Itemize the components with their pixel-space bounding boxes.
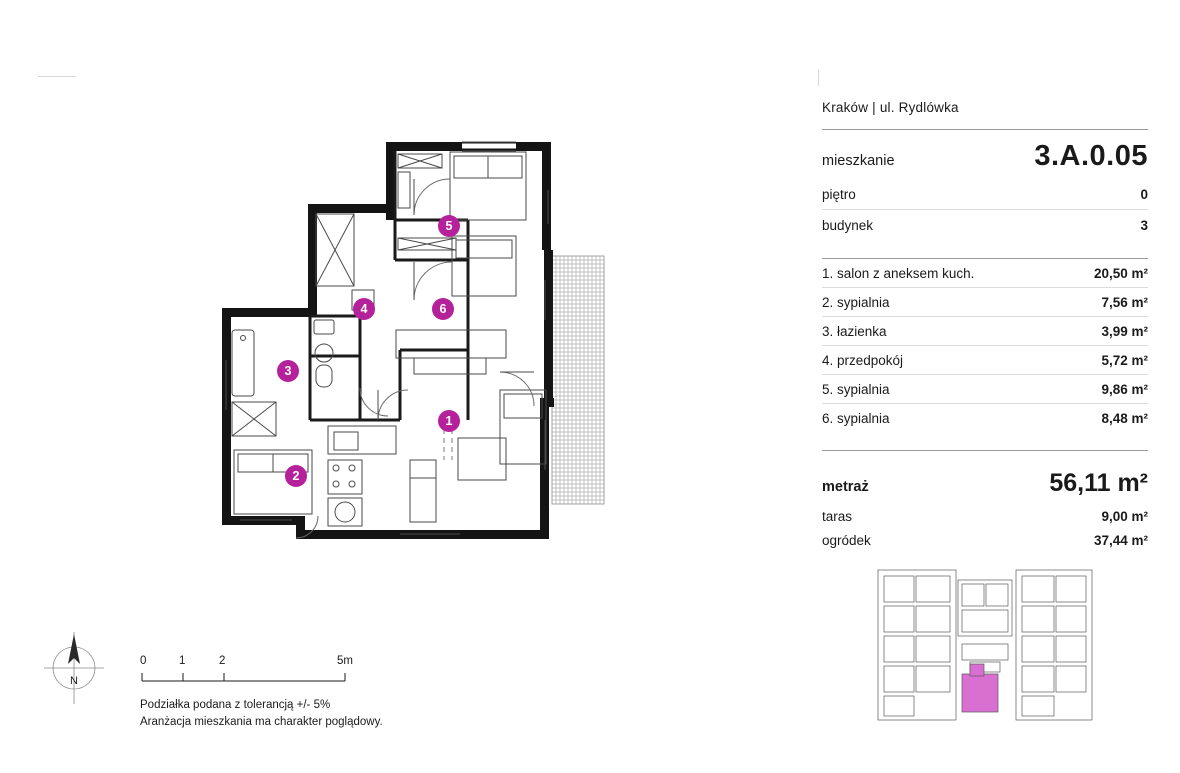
garden-label: ogródek: [822, 533, 871, 548]
scale-tick-labels: [140, 655, 430, 671]
terrace-label: taras: [822, 509, 853, 524]
room-marker-6: 6: [432, 298, 454, 320]
meta-label-floor: piętro: [822, 187, 856, 202]
room-label-3: 3. łazienka: [822, 324, 887, 339]
total-area-row: [822, 455, 1148, 504]
total-area-label: metraż: [822, 479, 869, 495]
room-area-5: 9,86 m²: [1101, 382, 1148, 397]
room-label-1: 1. salon z aneksem kuch.: [822, 266, 975, 281]
room-label-2: 2. sypialnia: [822, 295, 890, 310]
apartment-number: 3.A.0.05: [1034, 140, 1148, 172]
apartment-meta: [822, 179, 1148, 240]
terrace-hatch: [552, 256, 604, 504]
compass-rose: [38, 628, 110, 708]
meta-value-floor: 0: [1140, 187, 1148, 202]
meta-row-building: [822, 209, 1148, 240]
room-marker-3: 3: [277, 360, 299, 382]
room-area-3: 3,99 m²: [1101, 324, 1148, 339]
terrace-row: [822, 504, 1148, 528]
room-row-6: [822, 404, 1148, 432]
scale-tick-1: 1: [179, 655, 186, 667]
key-plan: [870, 562, 1100, 727]
scale-bar-graphic: [140, 671, 370, 687]
compass-icon: [38, 628, 110, 708]
scale-tick-0: 0: [140, 655, 147, 667]
walls: [222, 142, 554, 539]
garden-row: [822, 528, 1148, 552]
room-marker-5: 5: [438, 215, 460, 237]
plan-notes: [140, 697, 383, 730]
crop-mark-top-right: [818, 70, 819, 86]
meta-value-building: 3: [1140, 218, 1148, 233]
room-area-6: 8,48 m²: [1101, 411, 1148, 426]
apartment-label: mieszkanie: [822, 153, 895, 169]
room-row-1: [822, 258, 1148, 288]
room-row-2: [822, 288, 1148, 317]
floor-plan: [200, 120, 620, 550]
room-row-5: [822, 375, 1148, 404]
terrace-value: 9,00 m²: [1101, 509, 1148, 524]
note-scale-tolerance: Podziałka podana z tolerancją +/- 5%: [140, 699, 331, 711]
note-arrangement: Aranżacja mieszkania ma charakter poglądowy.: [140, 715, 383, 728]
room-label-4: 4. przedpokój: [822, 353, 904, 368]
meta-label-building: budynek: [822, 218, 874, 233]
room-area-1: 20,50 m²: [1093, 266, 1148, 281]
room-area-4: 5,72 m²: [1101, 353, 1148, 368]
room-marker-4: 4: [353, 298, 375, 320]
total-area-value: 56,11 m²: [1049, 469, 1148, 497]
room-row-3: [822, 317, 1148, 346]
floor-plan-drawing: [200, 120, 620, 550]
room-area-2: 7,56 m²: [1101, 295, 1148, 310]
room-marker-1: 1: [438, 410, 460, 432]
totals-section: [822, 451, 1148, 552]
scale-bar: [140, 655, 430, 692]
key-plan-highlight: [962, 674, 998, 712]
room-list: [822, 256, 1148, 432]
room-row-4: [822, 346, 1148, 375]
crop-mark-top-left: [38, 76, 76, 77]
meta-row-floor: [822, 179, 1148, 209]
apartment-info-panel: [822, 100, 1148, 552]
room-label-5: 5. sypialnia: [822, 382, 890, 397]
garden-value: 37,44 m²: [1093, 533, 1148, 548]
apartment-row: [822, 130, 1148, 179]
scale-tick-5: 5m: [337, 655, 353, 667]
room-label-6: 6. sypialnia: [822, 411, 890, 426]
room-marker-2: 2: [285, 465, 307, 487]
scale-tick-2: 2: [219, 655, 226, 667]
project-location: Kraków | ul. Rydlówka: [822, 100, 959, 115]
key-plan-drawing: [870, 562, 1100, 727]
compass-north-label: N: [70, 675, 78, 687]
